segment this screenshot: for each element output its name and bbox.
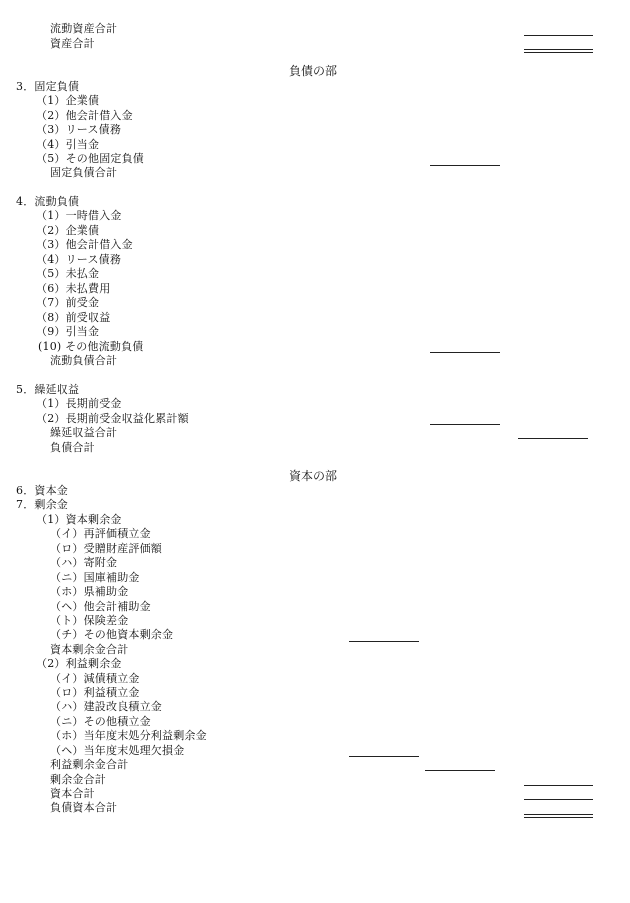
earned-surplus-item: （ロ）利益積立金 bbox=[50, 686, 140, 699]
current-liabilities-item: （6）未払費用 bbox=[36, 282, 111, 295]
current-liabilities-item: (10) その他流動負債 bbox=[38, 340, 144, 353]
current-liabilities-title: 4．流動負債 bbox=[16, 195, 80, 208]
fixed-liabilities-total-label: 固定負債合計 bbox=[50, 166, 118, 179]
earned-surplus-item: （ヘ）当年度末処理欠損金 bbox=[50, 744, 185, 757]
liabilities-capital-total-double-rule bbox=[524, 814, 593, 818]
capital-surplus-subtotal-rule bbox=[349, 641, 419, 642]
deferred-income-subtotal-rule bbox=[430, 424, 500, 425]
current-liabilities-item: （7）前受金 bbox=[36, 296, 100, 309]
fixed-liabilities-subtotal-rule bbox=[430, 165, 500, 166]
current-liabilities-item: （9）引当金 bbox=[36, 325, 100, 338]
capital-surplus-item: （チ）その他資本剰余金 bbox=[50, 628, 174, 641]
current-liabilities-total-label: 流動負債合計 bbox=[50, 354, 118, 367]
fixed-liabilities-item: （1）企業債 bbox=[36, 94, 100, 107]
deferred-income-total-rule bbox=[518, 438, 588, 439]
liabilities-section-heading: 負債の部 bbox=[288, 64, 337, 78]
assets-total-double-rule bbox=[524, 49, 593, 53]
capital-surplus-total-label: 資本剰余金合計 bbox=[50, 643, 129, 656]
capital-surplus-item: （ト）保険差金 bbox=[50, 614, 129, 627]
fixed-liabilities-title: 3．固定負債 bbox=[16, 80, 80, 93]
capital-surplus-item: （ヘ）他会計補助金 bbox=[50, 600, 151, 613]
fixed-liabilities-item: （3）リース債務 bbox=[36, 123, 122, 136]
current-liabilities-item: （4）リース債務 bbox=[36, 253, 122, 266]
surplus-title: 7．剰余金 bbox=[16, 498, 68, 511]
current-assets-total-rule bbox=[524, 35, 593, 36]
capital-stock-label: 6．資本金 bbox=[16, 484, 68, 497]
earned-surplus-title: （2）利益剰余金 bbox=[36, 657, 122, 670]
current-liabilities-item: （8）前受収益 bbox=[36, 311, 111, 324]
deferred-income-title: 5．繰延収益 bbox=[16, 383, 80, 396]
current-liabilities-item: （5）未払金 bbox=[36, 267, 100, 280]
capital-surplus-item: （ニ）国庫補助金 bbox=[50, 571, 140, 584]
fixed-liabilities-item: （4）引当金 bbox=[36, 138, 100, 151]
liabilities-capital-total-label: 負債資本合計 bbox=[50, 801, 118, 814]
deferred-income-item: （1）長期前受金 bbox=[36, 397, 122, 410]
current-liabilities-item: （2）企業債 bbox=[36, 224, 100, 237]
liabilities-total-label: 負債合計 bbox=[50, 441, 95, 454]
capital-section-heading: 資本の部 bbox=[288, 469, 337, 483]
capital-total-label: 資本合計 bbox=[50, 787, 95, 800]
assets-total-label: 資産合計 bbox=[50, 37, 95, 50]
capital-surplus-title: （1）資本剰余金 bbox=[36, 513, 122, 526]
current-liabilities-item: （1）一時借入金 bbox=[36, 209, 122, 222]
earned-surplus-item: （ニ）その他積立金 bbox=[50, 715, 151, 728]
deferred-income-item: （2）長期前受金収益化累計額 bbox=[36, 412, 189, 425]
current-liabilities-subtotal-rule bbox=[430, 352, 500, 353]
fixed-liabilities-item: （2）他会計借入金 bbox=[36, 109, 133, 122]
earned-surplus-total-rule bbox=[425, 770, 495, 771]
capital-surplus-item: （ハ）寄附金 bbox=[50, 556, 118, 569]
capital-surplus-item: （イ）再評価積立金 bbox=[50, 527, 151, 540]
earned-surplus-item: （ハ）建設改良積立金 bbox=[50, 700, 162, 713]
surplus-total-label: 剰余金合計 bbox=[50, 773, 106, 786]
fixed-liabilities-item: （5）その他固定負債 bbox=[36, 152, 144, 165]
capital-total-rule bbox=[524, 799, 593, 800]
capital-surplus-item: （ロ）受贈財産評価額 bbox=[50, 542, 162, 555]
capital-surplus-item: （ホ）県補助金 bbox=[50, 585, 129, 598]
current-liabilities-item: （3）他会計借入金 bbox=[36, 238, 133, 251]
current-assets-total-label: 流動資産合計 bbox=[50, 22, 118, 35]
deferred-income-total-label: 繰延収益合計 bbox=[50, 426, 118, 439]
earned-surplus-item: （イ）減債積立金 bbox=[50, 672, 140, 685]
earned-surplus-item: （ホ）当年度末処分利益剰余金 bbox=[50, 729, 207, 742]
earned-surplus-total-label: 利益剰余金合計 bbox=[50, 758, 129, 771]
surplus-total-rule bbox=[524, 785, 593, 786]
earned-surplus-subtotal-rule bbox=[349, 756, 419, 757]
